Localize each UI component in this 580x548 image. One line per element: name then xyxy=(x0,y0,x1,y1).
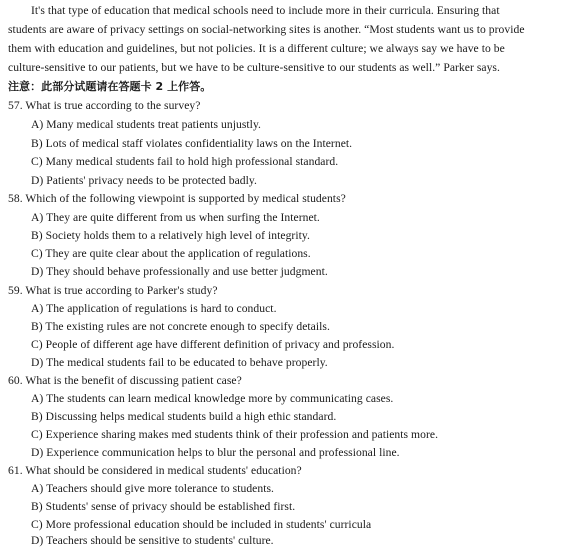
option-d: D) The medical students fail to be educated to behave properly. xyxy=(31,356,328,369)
option-b: B) Students' sense of privacy should be established first. xyxy=(31,500,296,513)
option-d: D) They should behave professionally and use better judgment. xyxy=(31,265,328,278)
option-a: A) Many medical students treat patients unjustly. xyxy=(31,118,261,131)
passage-line: students are aware of privacy settings on social-networking sites is another. “Most students want us to provide xyxy=(8,23,525,36)
option-c: C) People of different age have different definition of privacy and profession. xyxy=(31,338,395,351)
option-d: D) Experience communication helps to blur the personal and professional line. xyxy=(31,446,400,459)
option-c: C) Experience sharing makes med students think of their profession and patients more. xyxy=(31,428,439,441)
option-a: A) The application of regulations is hard to conduct. xyxy=(31,302,277,315)
question-stem: 58. Which of the following viewpoint is supported by medical students? xyxy=(8,192,346,205)
question-stem: 61. What should be considered in medical students' education? xyxy=(8,464,302,477)
passage-line: them with education and guidelines, but not policies. It is a different culture; we always say we have to be xyxy=(8,42,505,55)
option-d: D) Teachers should be sensitive to students' culture. xyxy=(31,534,274,547)
answer-sheet-note: 注意：此部分试题请在答题卡 2 上作答。 xyxy=(8,80,212,93)
option-a: A) Teachers should give more tolerance to students. xyxy=(31,482,274,495)
option-a: A) They are quite different from us when surfing the Internet. xyxy=(31,211,320,224)
option-c: C) More professional education should be included in students' curricula xyxy=(31,518,372,531)
question-stem: 59. What is true according to Parker's study? xyxy=(8,284,218,297)
option-d: D) Patients' privacy needs to be protected badly. xyxy=(31,174,257,187)
option-b: B) Lots of medical staff violates confidentiality laws on the Internet. xyxy=(31,137,353,150)
passage-line: culture-sensitive to our patients, but we have to be culture-sensitive to our students as well.” Parker says. xyxy=(8,61,500,74)
option-b: B) Society holds them to a relatively high level of integrity. xyxy=(31,229,310,242)
option-a: A) The students can learn medical knowledge more by communicating cases. xyxy=(31,392,394,405)
option-c: C) They are quite clear about the application of regulations. xyxy=(31,247,311,260)
question-stem: 57. What is true according to the survey? xyxy=(8,99,201,112)
option-b: B) Discussing helps medical students build a high ethic standard. xyxy=(31,410,337,423)
option-c: C) Many medical students fail to hold high professional standard. xyxy=(31,155,339,168)
option-b: B) The existing rules are not concrete enough to specify details. xyxy=(31,320,330,333)
passage-line: It's that type of education that medical schools need to include more in their curricula. Ensuring that xyxy=(31,4,500,17)
question-stem: 60. What is the benefit of discussing patient case? xyxy=(8,374,242,387)
